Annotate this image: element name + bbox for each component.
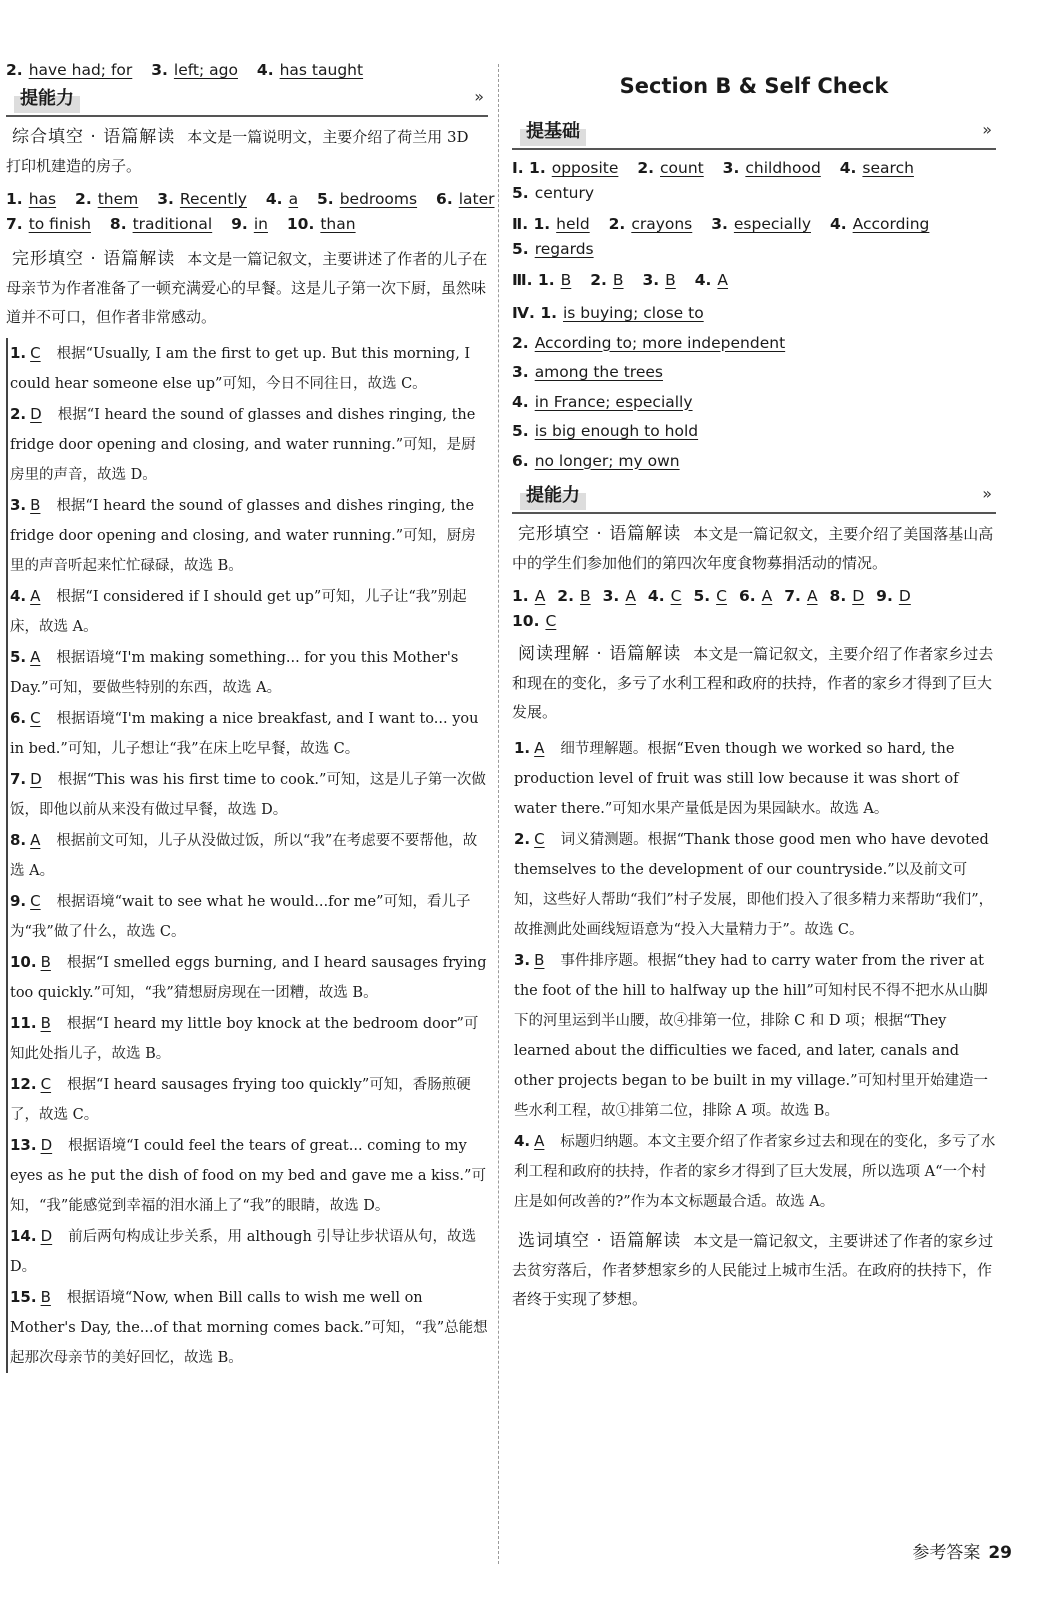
answer-choice: B [534,951,545,969]
answer-choice: C [534,830,545,848]
item-number: 7. [784,587,801,605]
answer-row: 10. C [512,612,557,630]
item-number: 3. [514,951,531,969]
answer-text: D [898,587,911,605]
explanation-item [6,642,488,703]
answer-choice: D [30,405,42,423]
item-number: 2. [557,587,574,605]
item-number: 1. [512,587,529,605]
passage-intro: 完形填空 · 语篇解读 本文是一篇记叙文，主要介绍了美国落基山高中的学生们参加他们的第四次年度食物募捐活动的情况。 [512,524,994,572]
item-number: 2. [512,333,529,352]
explanation-text: 根据语境“I'm making something... for you this Mother's Day.”可知，要做些特别的东西，故选 A。 [10,650,459,696]
answer-row [512,329,996,359]
explanation-item [512,945,996,1126]
section-label: 提能力 [520,482,586,510]
explanation-text: 根据“I heard the sound of glasses and dishes ringing, the fridge door opening and closing, and water running.”可知，厨房里的声音听起来忙忙碌碌，故选 B。 [10,498,476,574]
explanation-text: 根据“Usually, I am the first to get up. But this morning, I could hear someone else up”可知，今日不同往日，故选 C。 [10,346,471,392]
answer-text: no longer; my own [534,451,680,470]
item-number: 5. [10,648,27,666]
answer-text: A [761,587,773,605]
answer-row [512,417,996,447]
answer-text: D [852,587,865,605]
phrase-answers [512,299,996,476]
explanation-item [6,490,488,581]
item-number: 4. [647,587,665,605]
explanation-item [6,399,488,490]
answer-choice: D [30,770,42,788]
passage-intro: 完形填空 · 语篇解读 本文是一篇记叙文，主要讲述了作者的儿子在母亲节为作者准备了一顿充满爱心的早餐。这是儿子第一次下厨，虽然味道并不可口，但作者非常感动。 [6,249,488,326]
item-number: 4. [514,1132,531,1150]
explanation-text: 标题归纳题。本文主要介绍了作者家乡过去和现在的变化，多亏了水利工程和政府的扶持，作者的家乡才得到了巨大发展，所以选项 A“一个村庄是如何改善的?”作为本文标题最合适。故选 A。 [514,1134,996,1210]
item-number: 6. [738,587,756,605]
explanation-text: 根据语境“Now, when Bill calls to wish me well on Mother's Day, the...of that morning comes back.”可知，“我”总能想起那次母亲节的美好回忆，故选 B。 [10,1290,488,1366]
explanation-list [512,733,996,1217]
passage-intro: 选词填空 · 语篇解读 本文是一篇记叙文，主要讲述了作者的家乡过去贫穷落后，作者梦想家乡的人民能过上城市生活。在政府的扶持下，作者终于实现了梦想。 [512,1231,994,1308]
explanation-item [6,764,488,825]
explanation-text: 细节理解题。根据“Even though we worked so hard, the production level of fruit was still low because it was short of water there.”可知水果产量低是因为果园缺水。故选 A。 [514,741,959,817]
chevron-right-icon: » [982,484,992,503]
answer-choice: C [30,709,41,727]
explanation-item [6,1008,488,1069]
answer-choice: D [40,1227,53,1245]
item-number: 6. [512,451,529,470]
answer-choice: A [534,1132,545,1150]
item-number: 9. [10,892,27,910]
answer-choice: C [30,344,41,362]
top-answers: 2. have had; for 3. left; ago 4. has taught [6,61,364,79]
item-number: 14. [10,1227,37,1245]
explanation-item [512,733,996,824]
answer-choice: B [40,1014,51,1032]
item-number: 6. [10,709,27,727]
explanation-item [6,1282,488,1373]
answer-choice: C [40,1075,52,1093]
explanation-text: 根据语境“wait to see what he would...for me”可知，看儿子为“我”做了什么，故选 C。 [10,894,471,940]
right-column [512,56,996,1320]
explanation-text: 事件排序题。根据“they had to carry water from the river at the foot of the hill to halfway up the hill”可知村民不得不把水从山脚下的河里运到半山腰，故④排第一位，排除 C 和 D 项；根据“They learned about the difficulties we faced, and later, canals and other projects began to be built in my village.”可知村里开始建造一些水利工程，故①排第二位，排除 A 项。故选 B。 [514,953,989,1119]
answer-text: C [670,587,682,605]
item-number: 12. [10,1075,37,1093]
answer-choice: A [534,739,545,757]
answer-row [512,447,996,477]
explanation-item [6,1130,488,1221]
item-number: 3. [10,496,27,514]
answer-row: 7. to finish 8. traditional 9. in 10. than [6,215,356,233]
item-number: 13. [10,1136,37,1154]
answer-row [512,299,996,329]
answer-text: B [579,587,591,605]
item-number: 2. [10,405,27,423]
footer-label: 参考答案 [912,1543,981,1563]
item-number: 9. [876,587,893,605]
explanation-item [6,1069,488,1130]
explanation-item [6,581,488,642]
passage-intro: 阅读理解 · 语篇解读 本文是一篇记叙文，主要介绍了作者家乡过去和现在的变化，多亏了水利工程和政府的扶持，作者的家乡才得到了巨大发展。 [512,644,994,721]
answer-text: among the trees [534,363,663,381]
explanation-text: 前后两句构成让步关系，用 although 引导让步状语从句，故选 D。 [10,1229,476,1275]
item-number: 5. [693,587,711,605]
item-number: 2. [514,830,531,848]
section-header-basics [512,118,996,150]
item-number: 1. [514,739,531,757]
section-header-ability [6,85,488,117]
column-divider [498,64,499,1564]
explanation-text: 根据“I heard the sound of glasses and dishes ringing, the fridge door opening and closing, and water running.”可知，是厨房里的声音，故选 D。 [10,407,476,483]
answer-choice: D [40,1136,53,1154]
item-number: Ⅳ. 1. [512,304,557,322]
answer-choice: B [30,496,41,514]
chevron-right-icon: » [982,120,992,139]
answer-text: According to; more independent [534,333,786,352]
section-title: Section B & Self Check [619,74,889,98]
explanation-text: 根据“I considered if I should get up”可知，儿子让“我”别起床，故选 A。 [10,589,467,635]
answer-choice: A [30,587,41,605]
explanation-item [6,825,488,886]
answer-choice: A [30,831,41,849]
answer-choice: C [30,892,41,910]
section-label: 提基础 [520,118,586,146]
explanation-item [6,338,488,399]
section-header-ability [512,482,996,514]
answer-row: 5. century [512,184,595,202]
explanation-text: 根据语境“I could feel the tears of great... coming to my eyes as he put the dish of food on my bed and gave me a kiss.”可知，“我”能感觉到幸福的泪水涌上了“我”的眼睛，故选 D。 [10,1138,486,1214]
section-label: 提能力 [14,85,80,113]
item-number: 8. [10,831,27,849]
answer-text: A [625,587,636,605]
explanation-text: 根据“I heard sausages frying too quickly”可知，香肠煎硬了，故选 C。 [10,1077,471,1123]
item-number: 4. [512,392,529,411]
passage-intro: 综合填空 · 语篇解读 本文是一篇说明文，主要介绍了荷兰用 3D 打印机建造的房子。 [6,127,469,175]
answer-row: Ⅰ. 1. opposite 2. count 3. childhood 4. search [512,159,914,177]
page-footer [912,1538,1012,1563]
explanation-list [6,338,488,1373]
answer-row: 1. has 2. them 3. Recently 4. a 5. bedrooms 6. later [6,190,495,208]
explanation-item [6,1221,488,1282]
explanation-item [512,824,996,945]
explanation-item [6,703,488,764]
answer-row [512,388,996,418]
answer-choice: B [40,1288,51,1306]
explanation-text: 根据“This was his first time to cook.”可知，这是儿子第一次做饭，即他以前从来没有做过早餐，故选 D。 [10,772,486,818]
answer-text: is buying; close to [563,304,704,322]
item-number: 7. [10,770,27,788]
answer-row: Ⅱ. 1. held 2. crayons 3. especially 4. According [512,215,930,233]
item-number: 10. [10,953,37,971]
explanation-item [6,886,488,947]
item-number: 3. [512,363,529,381]
answer-row [512,358,996,388]
left-column [6,56,495,1373]
answer-text: C [716,587,727,605]
answer-text: A [534,587,546,605]
explanation-item [6,947,488,1008]
answer-choice: A [30,648,41,666]
explanation-item [512,1126,996,1217]
explanation-text: 根据语境“I'm making a nice breakfast, and I want to... you in bed.”可知，儿子想让“我”在床上吃早餐，故选 C。 [10,711,479,757]
answer-row: Ⅲ. 1. B 2. B 3. B 4. A [512,271,729,289]
item-number: 15. [10,1288,37,1306]
explanation-text: 根据“I smelled eggs burning, and I heard sausages frying too quickly.”可知，“我”猜想厨房现在一团糟，故选 B。 [10,955,487,1001]
item-number: 8. [829,587,847,605]
item-number: 3. [602,587,620,605]
answer-text: is big enough to hold [534,422,699,440]
answer-text: A [806,587,818,605]
answer-choice: B [40,953,51,971]
answer-row: 5. regards [512,240,594,258]
page-number: 29 [988,1543,1012,1563]
explanation-text: 根据“I heard my little boy knock at the bedroom door”可知此处指儿子，故选 B。 [10,1016,479,1062]
chevron-right-icon: » [474,87,484,106]
answer-text: in France; especially [534,392,693,411]
item-number: 4. [10,587,27,605]
item-number: 1. [10,344,27,362]
item-number: 11. [10,1014,37,1032]
answer-row [512,584,996,609]
explanation-text: 根据前文可知，儿子从没做过饭，所以“我”在考虑要不要帮他，故选 A。 [10,833,478,879]
item-number: 5. [512,422,529,440]
explanation-text: 词义猜测题。根据“Thank those good men who have devoted themselves to the development of our countryside.”以及前文可知，这些好人帮助“我们”村子发展，即他们投入了很多精力来帮助“我们”，故推测此处画线短语意为“投入大量精力于”。故选 C。 [514,832,994,938]
